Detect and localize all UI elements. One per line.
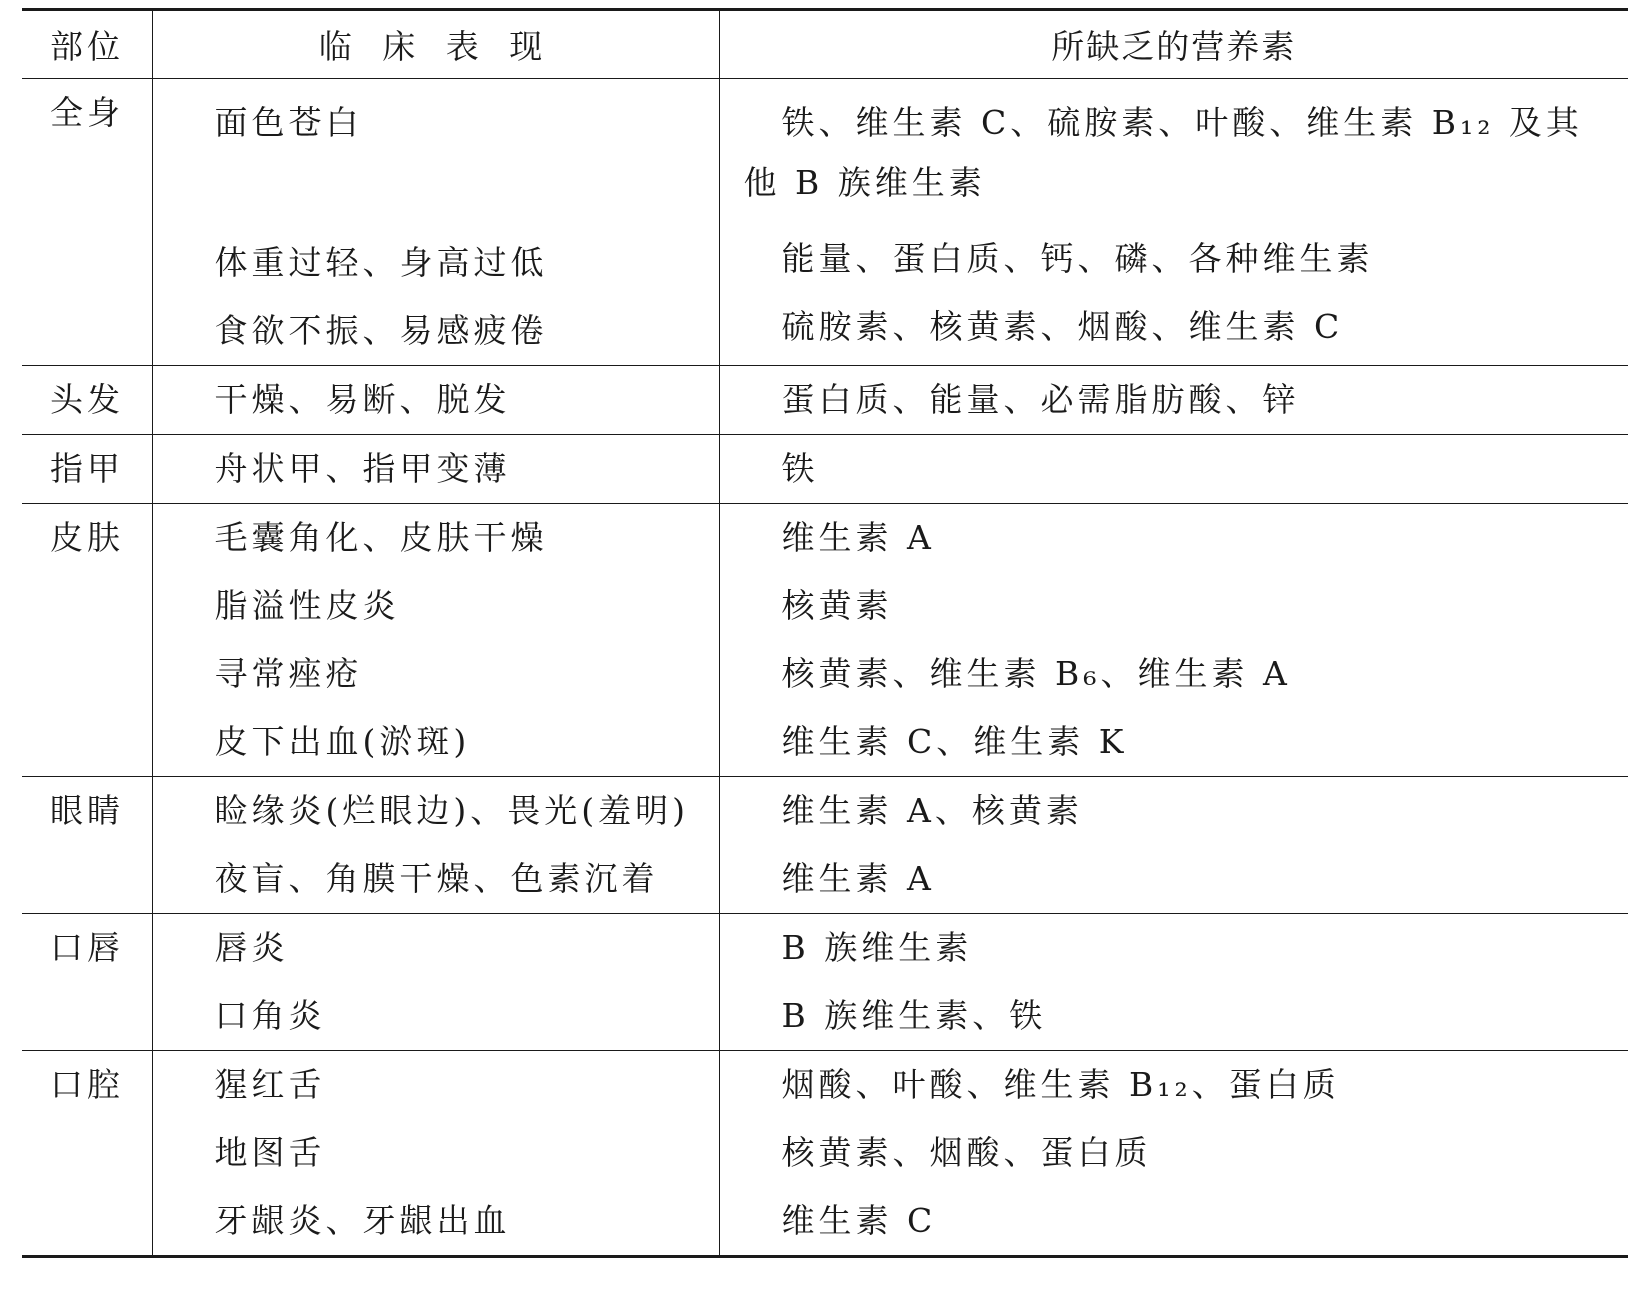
table-header-row bbox=[22, 10, 1628, 79]
clinical-text: 唇炎 bbox=[214, 928, 289, 967]
clinical-cell bbox=[152, 1051, 719, 1257]
nutrients-text: 核黄素、维生素 B₆、维生素 A bbox=[781, 654, 1291, 693]
clinical-text: 地图舌 bbox=[214, 1133, 326, 1172]
clinical-text: 口角炎 bbox=[214, 996, 326, 1035]
clinical-text: 舟状甲、指甲变薄 bbox=[214, 449, 511, 488]
group-oral-cavity bbox=[22, 1051, 1628, 1257]
clinical-text: 寻常痤疮 bbox=[214, 654, 363, 693]
part-cell: 皮肤 bbox=[50, 518, 124, 557]
clinical-text: 干燥、易断、脱发 bbox=[214, 380, 511, 419]
clinical-text: 牙龈炎、牙龈出血 bbox=[214, 1201, 511, 1240]
nutrients-cell bbox=[719, 914, 1628, 1051]
header-nutrients: 所缺乏的营养素 bbox=[719, 10, 1628, 79]
part-cell: 眼睛 bbox=[50, 791, 124, 830]
clinical-cell bbox=[152, 79, 719, 366]
clinical-text: 食欲不振、易感疲倦 bbox=[214, 311, 548, 350]
nutrients-cell bbox=[719, 79, 1628, 366]
nutrients-cell bbox=[719, 435, 1628, 504]
nutrients-text: 蛋白质、能量、必需脂肪酸、锌 bbox=[781, 380, 1300, 419]
nutrients-text: B 族维生素、铁 bbox=[781, 996, 1047, 1035]
nutrients-text: 核黄素、烟酸、蛋白质 bbox=[781, 1133, 1152, 1172]
clinical-cell bbox=[152, 777, 719, 914]
header-part: 部位 bbox=[50, 27, 124, 66]
part-cell: 口唇 bbox=[50, 928, 124, 967]
nutrients-text: 铁 bbox=[781, 449, 819, 488]
clinical-cell bbox=[152, 435, 719, 504]
group-whole-body bbox=[22, 79, 1628, 366]
group-nails bbox=[22, 435, 1628, 504]
nutrients-cell bbox=[719, 777, 1628, 914]
clinical-cell bbox=[152, 914, 719, 1051]
nutrients-text: 铁、维生素 C、硫胺素、叶酸、维生素 B₁₂ 及其他 B 族维生素 bbox=[743, 103, 1583, 202]
clinical-text: 脂溢性皮炎 bbox=[214, 586, 400, 625]
nutrients-text: 能量、蛋白质、钙、磷、各种维生素 bbox=[781, 239, 1374, 278]
clinical-cell bbox=[152, 504, 719, 777]
part-cell: 头发 bbox=[50, 380, 124, 419]
table-row bbox=[22, 777, 1628, 914]
clinical-text: 毛囊角化、皮肤干燥 bbox=[214, 518, 548, 557]
clinical-cell bbox=[152, 366, 719, 435]
nutrients-text: 核黄素 bbox=[781, 586, 893, 625]
nutrition-deficiency-table-container bbox=[22, 8, 1628, 1258]
part-cell: 全身 bbox=[50, 93, 124, 132]
table-row bbox=[22, 435, 1628, 504]
clinical-text: 夜盲、角膜干燥、色素沉着 bbox=[214, 859, 659, 898]
clinical-text: 猩红舌 bbox=[214, 1065, 326, 1104]
nutrients-text: B 族维生素 bbox=[781, 928, 973, 967]
nutrients-text: 维生素 A bbox=[781, 859, 935, 898]
table-row bbox=[22, 1051, 1628, 1257]
nutrients-cell bbox=[719, 366, 1628, 435]
clinical-text: 面色苍白 bbox=[214, 103, 363, 142]
table-row bbox=[22, 914, 1628, 1051]
clinical-text: 睑缘炎(烂眼边)、畏光(羞明) bbox=[214, 791, 689, 830]
table-row bbox=[22, 79, 1628, 366]
clinical-text: 皮下出血(淤斑) bbox=[214, 722, 471, 761]
group-skin bbox=[22, 504, 1628, 777]
nutrition-deficiency-table bbox=[22, 8, 1628, 1258]
nutrients-text: 维生素 C bbox=[781, 1201, 937, 1240]
group-lips bbox=[22, 914, 1628, 1051]
nutrients-cell bbox=[719, 504, 1628, 777]
nutrients-text: 硫胺素、核黄素、烟酸、维生素 C bbox=[781, 307, 1344, 346]
group-eyes bbox=[22, 777, 1628, 914]
part-cell: 指甲 bbox=[50, 449, 124, 488]
header-clinical: 临 床 表 现 bbox=[152, 10, 719, 79]
table-row bbox=[22, 366, 1628, 435]
part-cell: 口腔 bbox=[50, 1065, 124, 1104]
table-row bbox=[22, 504, 1628, 777]
clinical-text: 体重过轻、身高过低 bbox=[214, 243, 548, 282]
nutrients-cell bbox=[719, 1051, 1628, 1257]
nutrients-text: 维生素 C、维生素 K bbox=[781, 722, 1128, 761]
nutrients-text: 烟酸、叶酸、维生素 B₁₂、蛋白质 bbox=[781, 1065, 1340, 1104]
group-hair bbox=[22, 366, 1628, 435]
nutrients-text: 维生素 A bbox=[781, 518, 935, 557]
nutrients-text: 维生素 A、核黄素 bbox=[781, 791, 1083, 830]
